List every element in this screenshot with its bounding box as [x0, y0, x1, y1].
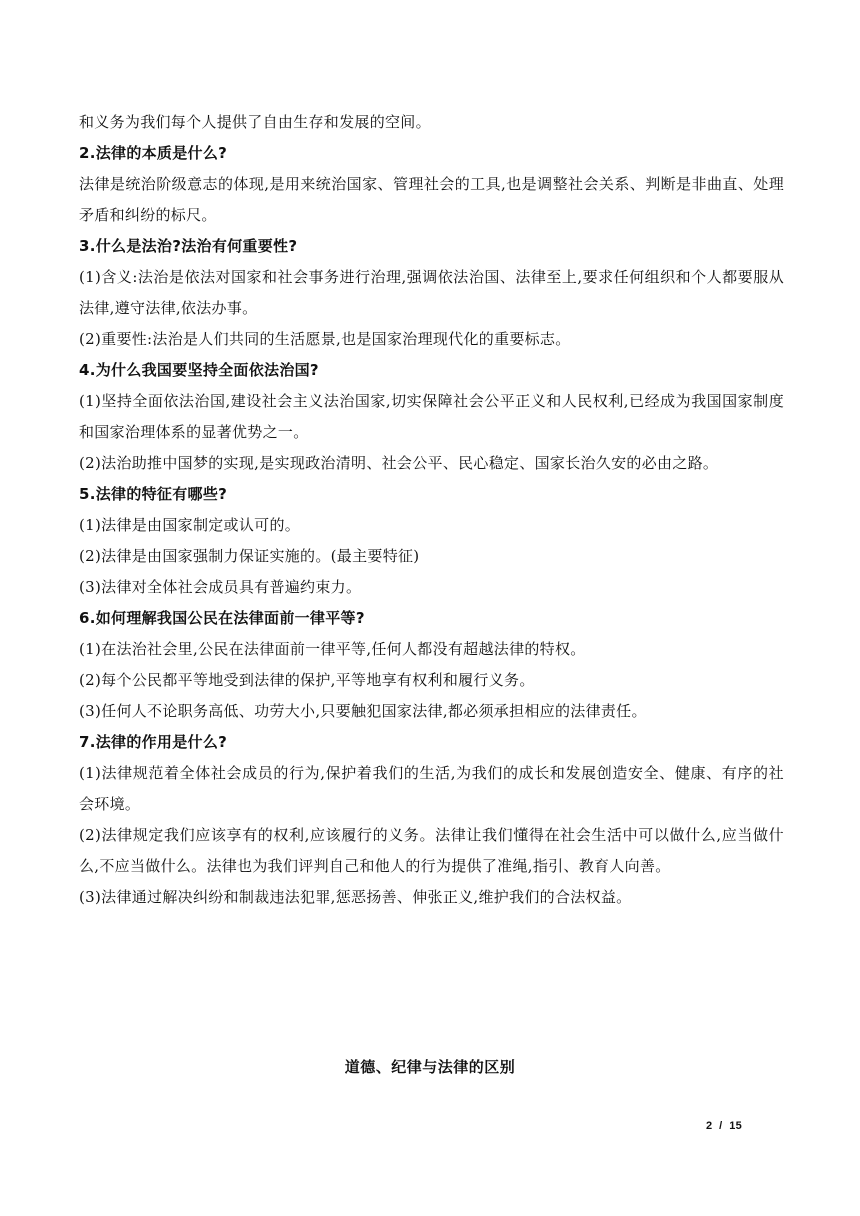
question-heading: 2.法律的本质是什么?	[79, 144, 228, 162]
paragraph: (3)法律通过解决纠纷和制裁违法犯罪,惩恶扬善、伸张正义,维护我们的合法权益。	[79, 888, 632, 906]
paragraph: (1)坚持全面依法治国,建设社会主义法治国家,切实保障社会公平正义和人民权利,已经成为我国国家制度和国家治理体系的显著优势之一。	[79, 392, 784, 441]
paragraph: 和义务为我们每个人提供了自由生存和发展的空间。	[79, 113, 431, 131]
question-heading: 7.法律的作用是什么?	[79, 733, 228, 751]
question-heading: 5.法律的特征有哪些?	[79, 485, 228, 503]
question-heading: 3.什么是法治?法治有何重要性?	[79, 237, 298, 255]
paragraph: (1)在法治社会里,公民在法律面前一律平等,任何人都没有超越法律的特权。	[79, 640, 586, 658]
paragraph: (3)任何人不论职务高低、功劳大小,只要触犯国家法律,都必须承担相应的法律责任。	[79, 702, 647, 720]
question-heading: 6.如何理解我国公民在法律面前一律平等?	[79, 609, 365, 627]
paragraph: (2)法治助推中国梦的实现,是实现政治清明、社会公平、民心稳定、国家长治久安的必由之路。	[79, 454, 719, 472]
paragraph: (2)每个公民都平等地受到法律的保护,平等地享有权利和履行义务。	[79, 671, 535, 689]
question-heading: 4.为什么我国要坚持全面依法治国?	[79, 361, 319, 379]
page-number: 2 / 15	[706, 1120, 743, 1132]
paragraph: 法律是统治阶级意志的体现,是用来统治国家、管理社会的工具,也是调整社会关系、判断是非曲直、处理矛盾和纠纷的标尺。	[79, 175, 784, 224]
paragraph: (2)法律是由国家强制力保证实施的。(最主要特征)	[79, 547, 420, 565]
paragraph: (1)法律是由国家制定或认可的。	[79, 516, 301, 534]
paragraph: (2)法律规定我们应该享有的权利,应该履行的义务。法律让我们懂得在社会生活中可以做什么,应当做什么,不应当做什么。法律也为我们评判自己和他人的行为提供了准绳,指引、教育人向善。	[79, 826, 784, 875]
page-content	[79, 107, 784, 913]
section-title: 道德、纪律与法律的区别	[344, 1058, 516, 1076]
paragraph: (1)含义:法治是依法对国家和社会事务进行治理,强调依法治国、法律至上,要求任何组织和个人都要服从法律,遵守法律,依法办事。	[79, 268, 784, 317]
paragraph: (2)重要性:法治是人们共同的生活愿景,也是国家治理现代化的重要标志。	[79, 330, 571, 348]
paragraph: (3)法律对全体社会成员具有普遍约束力。	[79, 578, 362, 596]
paragraph: (1)法律规范着全体社会成员的行为,保护着我们的生活,为我们的成长和发展创造安全、健康、有序的社会环境。	[79, 764, 784, 813]
